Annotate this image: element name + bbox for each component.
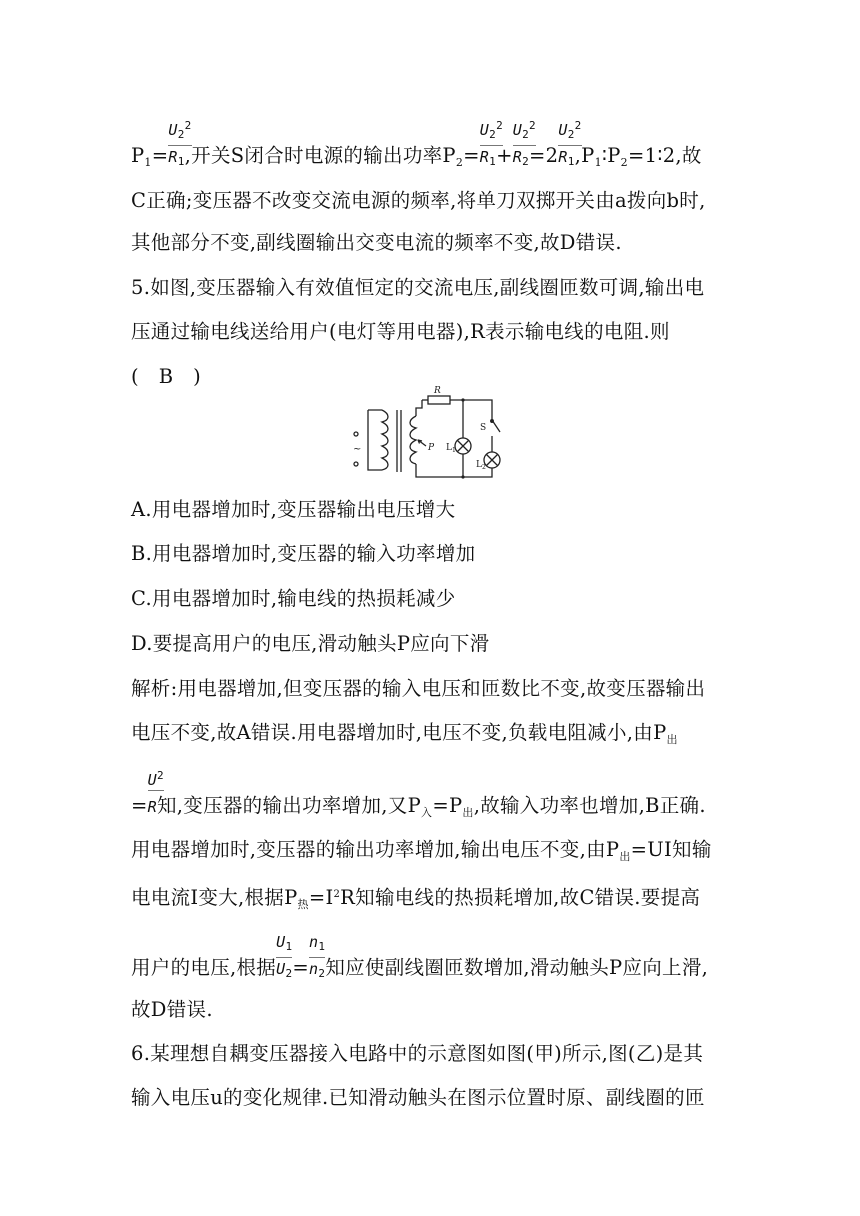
question-6-line-2: 输入电压u的变化规律.已知滑动触头在图示位置时原、副线圈的匝 xyxy=(131,1086,705,1109)
option-c: C.用电器增加时,输电线的热损耗减少 xyxy=(131,587,456,610)
question-5-line-1: 5.如图,变压器输入有效值恒定的交流电压,副线圈匝数可调,输出电 xyxy=(131,276,705,299)
analysis-line-3 xyxy=(131,769,741,827)
text: P xyxy=(131,144,145,167)
text: R知输电线的热损耗增加,故C错误.要提高 xyxy=(340,886,701,909)
fraction-u2sq-over-r1: $\frac{U_2^2}{R_1}$ xyxy=(558,119,582,168)
text: 2 xyxy=(455,156,464,169)
text: 2 xyxy=(620,156,628,169)
question-6-line-1: 6.某理想自耦变压器接入电路中的示意图如图(甲)所示,图(乙)是其 xyxy=(131,1042,704,1065)
solution-line-3: 其他部分不变,副线圈输出交变电流的频率不变,故D错误. xyxy=(131,231,622,254)
text: + xyxy=(496,144,513,167)
text: = xyxy=(463,144,480,167)
text: 1 xyxy=(594,156,602,169)
text: 热 xyxy=(297,898,309,911)
question-5-answer: ( B ) xyxy=(131,365,202,388)
label-l2: $L_2$ xyxy=(476,460,486,471)
analysis-line-4 xyxy=(131,836,741,871)
text: 出 xyxy=(666,733,678,746)
analysis-line-6 xyxy=(131,933,741,988)
fraction-numerator: $U_2^2$ xyxy=(480,118,503,146)
text: 2 xyxy=(333,889,341,900)
text: ,故输入功率也增加,B正确. xyxy=(473,794,706,817)
text: =UI知输 xyxy=(630,838,712,861)
fraction-numerator: $n_1$ xyxy=(309,934,325,958)
fraction-u1-over-u2: $\frac{U_1}{U_2}$ xyxy=(276,933,293,980)
text: 入 xyxy=(421,806,433,819)
text: =P xyxy=(432,794,463,817)
text: ,P xyxy=(574,144,595,167)
fraction-u2sq-over-r1: $\frac{U_2^2}{R_1}$ xyxy=(168,119,192,168)
label-s: S xyxy=(480,423,487,433)
text: ∶P xyxy=(601,144,621,167)
transformer-circuit-diagram xyxy=(348,380,518,488)
fraction-n1-over-n2: $\frac{n_1}{n_2}$ xyxy=(309,933,326,980)
text: 电电流I变大,根据P xyxy=(131,886,298,909)
text: 知应使副线圈匝数增加,滑动触头P应向上滑, xyxy=(325,956,709,979)
fraction-numerator: $U_2^2$ xyxy=(513,118,536,146)
analysis-line-7: 故D错误. xyxy=(131,998,213,1021)
label-p: P xyxy=(428,443,435,453)
fraction-numerator: $U_1$ xyxy=(276,934,292,958)
question-5-line-2: 压通过输电线送给用户(电灯等用电器),R表示输电线的电阻.则 xyxy=(131,320,670,343)
fraction-numerator: $U_2^2$ xyxy=(558,118,581,146)
text: 出 xyxy=(619,850,631,863)
option-d: D.要提高用户的电压,滑动触头P应向下滑 xyxy=(131,632,490,655)
text: ,开关S闭合时电源的输出功率P xyxy=(184,144,456,167)
ac-source-symbol: ~ xyxy=(353,444,362,455)
fraction-u2sq-over-r1: $\frac{U_2^2}{R_1}$ xyxy=(479,119,504,168)
analysis-line-5 xyxy=(131,881,741,919)
option-b: B.用电器增加时,变压器的输入功率增加 xyxy=(131,542,476,565)
text: = xyxy=(292,956,310,979)
fraction-u2sq-over-r2: $\frac{U_2^2}{R_2}$ xyxy=(512,119,536,168)
text: =I xyxy=(308,886,334,909)
fraction-u-squared-over-r: $\frac{U^2}{R}$ xyxy=(147,769,164,816)
text: =1∶2,故 xyxy=(627,144,702,167)
analysis-line-2 xyxy=(131,719,741,754)
fraction-numerator: $U^2$ xyxy=(147,769,164,789)
fraction-numerator: $U_2^2$ xyxy=(168,118,191,146)
label-r: R xyxy=(434,386,441,396)
text: 1 xyxy=(144,156,152,169)
input-terminal-top xyxy=(354,432,358,436)
solution-line-2: C正确;变压器不改变交流电源的频率,将单刀双掷开关由a拨向b时, xyxy=(131,189,706,212)
text: 电压不变,故A错误.用电器增加时,电压不变,负载电阻减小,由P xyxy=(131,721,667,744)
text: 用电器增加时,变压器的输出功率增加,输出电压不变,由P xyxy=(131,838,620,861)
solution-line-1 xyxy=(131,119,741,177)
text: = xyxy=(151,144,169,167)
text: 出 xyxy=(462,806,474,819)
input-terminal-bottom xyxy=(354,462,358,466)
option-a: A.用电器增加时,变压器输出电压增大 xyxy=(131,498,456,521)
text: 用户的电压,根据 xyxy=(131,956,277,979)
label-l1: $L_1$ xyxy=(446,443,456,454)
text: = xyxy=(131,794,148,817)
text: 知,变压器的输出功率增加,又P xyxy=(156,794,422,817)
analysis-line-1: 解析:用电器增加,但变压器的输入电压和匝数比不变,故变压器输出 xyxy=(131,677,706,700)
resistor xyxy=(428,396,450,404)
text: =2 xyxy=(529,144,559,167)
